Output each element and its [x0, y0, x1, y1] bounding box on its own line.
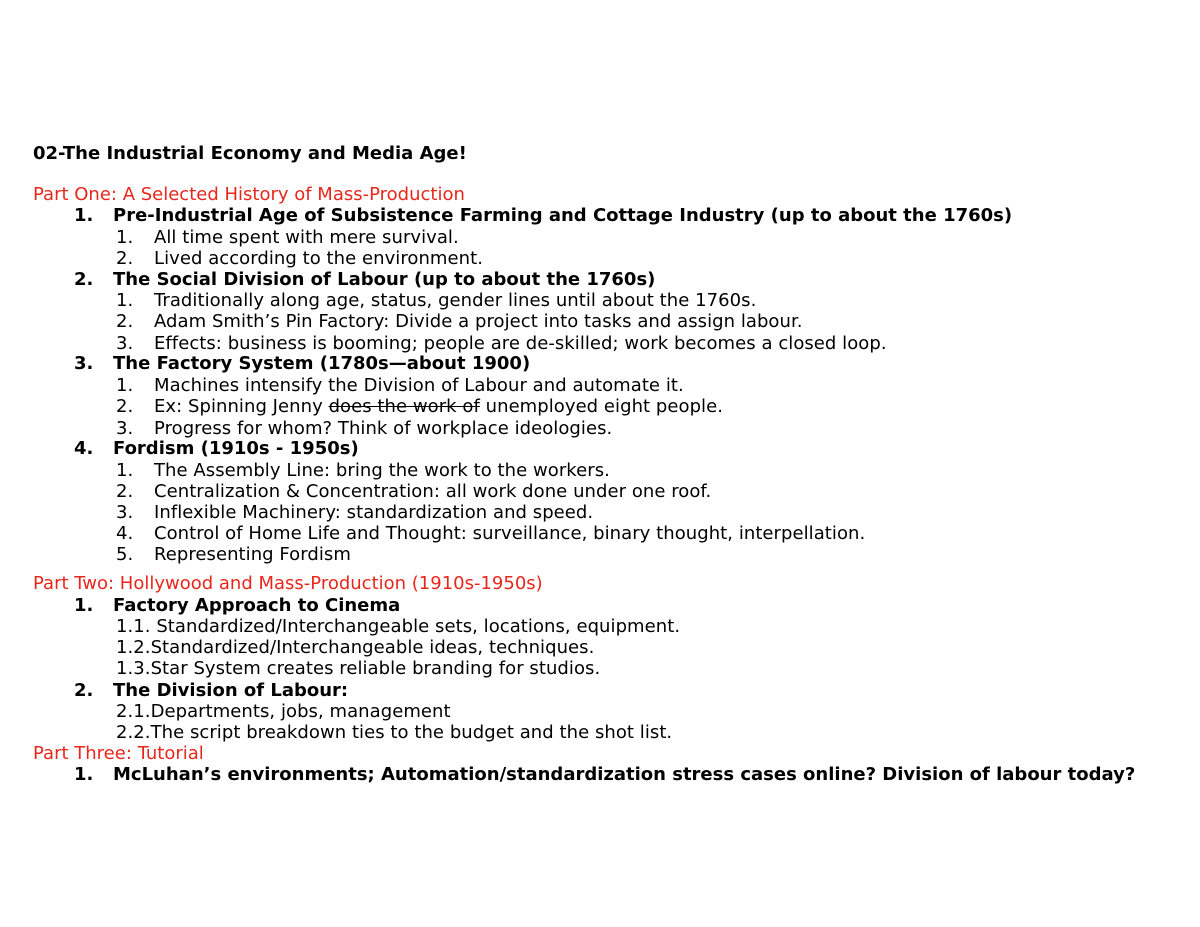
list-item-label: Fordism (1910s - 1950s)	[113, 438, 359, 459]
list-item	[116, 290, 756, 311]
part-two-item-1	[74, 595, 400, 616]
list-item	[116, 701, 451, 722]
list-item-text: Standardized/Interchangeable ideas, techniques.	[150, 637, 595, 658]
list-item-text: Adam Smith’s Pin Factory: Divide a project into tasks and assign labour.	[154, 311, 803, 332]
list-item-text: Centralization & Concentration: all work done under one roof.	[154, 481, 712, 502]
list-item-text: Progress for whom? Think of workplace ideologies.	[154, 418, 613, 439]
list-item	[116, 227, 459, 248]
list-item	[116, 544, 351, 565]
list-number: 1.1.	[116, 616, 151, 637]
list-item	[116, 523, 865, 544]
list-item-text: Lived according to the environment.	[154, 248, 483, 269]
part-three-item-1	[74, 764, 1135, 785]
list-item-text: Standardized/Interchangeable sets, locations, equipment.	[150, 616, 681, 637]
list-item-text: unemployed eight people.	[479, 396, 724, 417]
struck-text: does the work of	[328, 396, 480, 417]
list-item-label: The Factory System (1780s—about 1900)	[113, 353, 531, 374]
list-number: 5.	[116, 544, 134, 565]
list-item	[116, 637, 594, 658]
list-item-text: Representing Fordism	[154, 544, 351, 565]
part-one-item-2	[74, 269, 655, 290]
list-number: 1.	[116, 227, 134, 248]
list-item-label: Pre-Industrial Age of Subsistence Farming and Cottage Industry (up to about the 1760s)	[113, 205, 1013, 226]
list-item-text: Inflexible Machinery: standardization and speed.	[154, 502, 594, 523]
list-item-label: The Social Division of Labour (up to about the 1760s)	[113, 269, 656, 290]
list-item-text: Ex: Spinning Jenny	[154, 396, 329, 417]
list-item	[116, 375, 684, 396]
list-number: 3.	[116, 333, 134, 354]
list-number: 2.	[116, 248, 134, 269]
list-item	[116, 311, 803, 332]
list-item-text: All time spent with mere survival.	[154, 227, 459, 248]
list-number: 3.	[116, 418, 134, 439]
list-number: 2.	[74, 680, 94, 701]
list-item	[116, 722, 672, 743]
list-item	[116, 481, 711, 502]
list-number: 2.1.	[116, 701, 151, 722]
list-item	[116, 333, 887, 354]
list-number: 2.	[74, 269, 94, 290]
part-one-item-4	[74, 438, 359, 459]
part-two-item-2	[74, 680, 348, 701]
list-item	[116, 502, 593, 523]
list-number: 2.	[116, 311, 134, 332]
list-number: 2.	[116, 396, 134, 417]
list-number: 1.	[116, 290, 134, 311]
list-number: 1.	[74, 764, 94, 785]
list-item-text: The Assembly Line: bring the work to the workers.	[154, 460, 610, 481]
list-number: 4.	[116, 523, 134, 544]
list-number: 1.	[74, 595, 94, 616]
part-one-item-1	[74, 205, 1012, 226]
list-number: 1.	[116, 460, 134, 481]
list-item	[116, 248, 483, 269]
list-item	[116, 616, 680, 637]
list-item-text: Effects: business is booming; people are de-skilled; work becomes a closed loop.	[154, 333, 887, 354]
list-item-text: Control of Home Life and Thought: surveillance, binary thought, interpellation.	[154, 523, 866, 544]
list-item-label: The Division of Labour:	[113, 680, 349, 701]
document-title: 02-The Industrial Economy and Media Age!	[33, 143, 467, 164]
part-one-item-3	[74, 353, 530, 374]
part-three-heading: Part Three: Tutorial	[33, 743, 204, 764]
list-number: 1.2.	[116, 637, 151, 658]
list-item-text: Departments, jobs, management	[150, 701, 451, 722]
list-number: 2.2.	[116, 722, 151, 743]
list-item	[116, 418, 612, 439]
part-two-heading: Part Two: Hollywood and Mass-Production (1910s-1950s)	[33, 573, 543, 594]
list-item-text: Machines intensify the Division of Labour and automate it.	[154, 375, 684, 396]
list-item-label: Factory Approach to Cinema	[113, 595, 401, 616]
list-number: 2.	[116, 481, 134, 502]
list-item	[116, 460, 610, 481]
list-number: 3.	[116, 502, 134, 523]
list-number: 3.	[74, 353, 94, 374]
list-item-label: McLuhan’s environments; Automation/standardization stress cases online? Division of labour today?	[113, 764, 1136, 785]
list-item-text: Traditionally along age, status, gender lines until about the 1760s.	[154, 290, 757, 311]
list-item	[116, 396, 723, 417]
list-number: 1.3.	[116, 658, 151, 679]
list-item-text: The script breakdown ties to the budget and the shot list.	[150, 722, 673, 743]
list-number: 4.	[74, 438, 94, 459]
list-item	[116, 658, 600, 679]
part-one-heading: Part One: A Selected History of Mass-Production	[33, 184, 465, 205]
list-number: 1.	[74, 205, 94, 226]
list-number: 1.	[116, 375, 134, 396]
list-item-text: Star System creates reliable branding for studios.	[150, 658, 601, 679]
